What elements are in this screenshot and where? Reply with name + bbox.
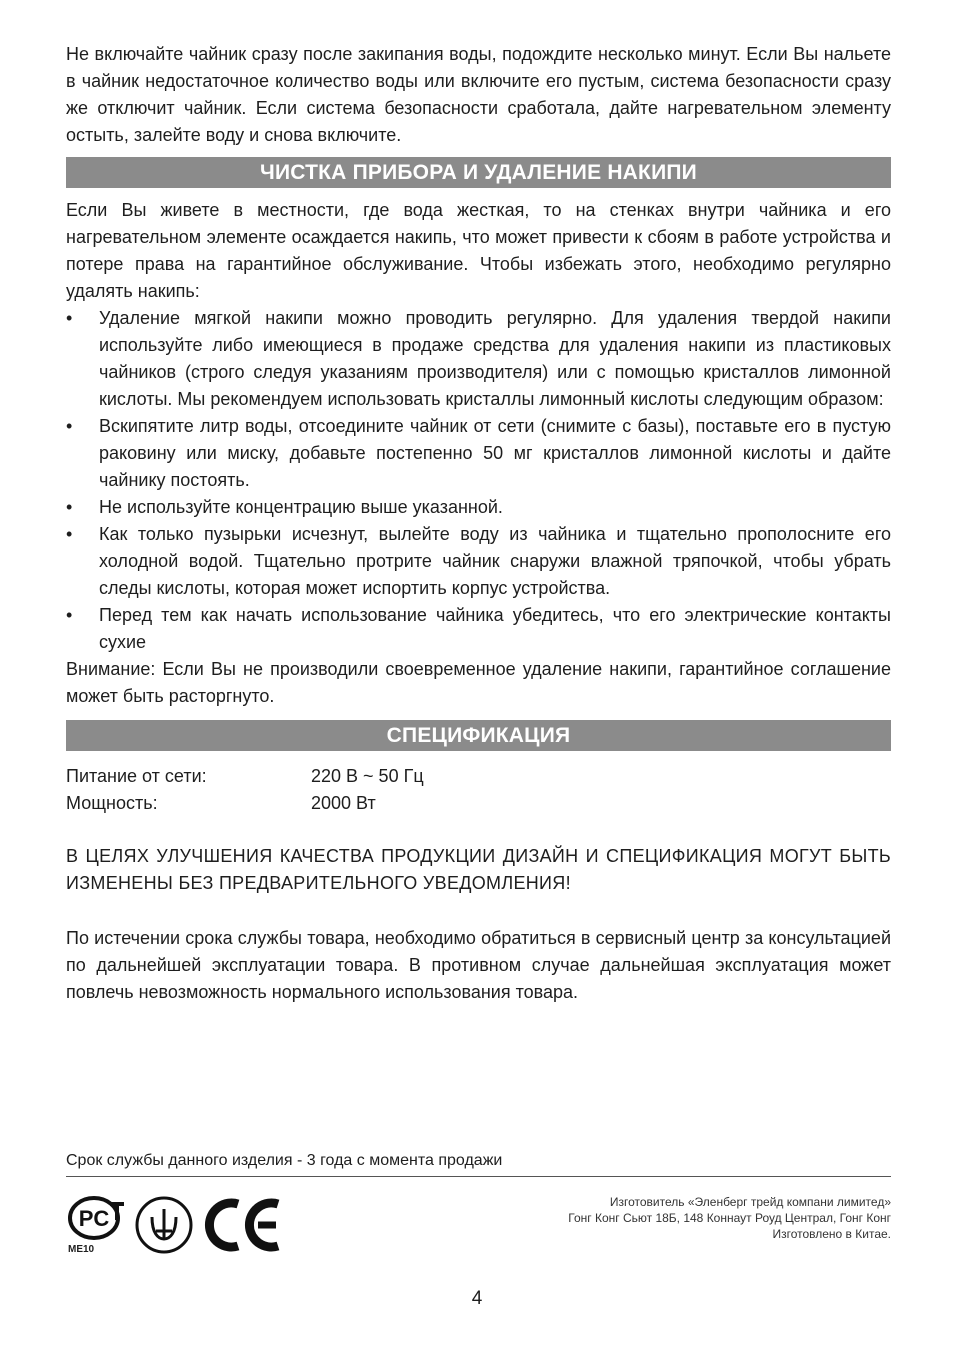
manufacturer-line: Гонг Конг Сьют 18Б, 148 Коннаут Роуд Централ, Гонг Конг — [568, 1211, 891, 1225]
bullet-icon: • — [66, 497, 73, 517]
page-content — [66, 41, 891, 1006]
spec-label: Питание от сети: — [66, 766, 207, 786]
list-item — [66, 494, 891, 521]
bullet-icon: • — [66, 308, 73, 328]
spec-row-power-supply — [66, 763, 891, 790]
manufacturer-line: Изготовлено в Китае. — [772, 1227, 891, 1241]
ce-mark-icon — [202, 1196, 284, 1259]
list-item-text: Перед тем как начать использование чайника убедитесь, что его электрические контакты сухие — [99, 605, 891, 652]
section-title-spec: СПЕЦИФИКАЦИЯ — [66, 720, 891, 751]
manufacturer-line: Изготовитель «Эленберг трейд компани лимитед» — [609, 1195, 891, 1209]
intro-paragraph: Не включайте чайник сразу после закипания воды, подождите несколько минут. Если Вы нальете в чайник недостаточное количество воды или включите его пустым, система безопасности сразу же отключит чайник. Если система безопасности сработала, дайте нагревательном элементу остыть, залейте воду и снова включите. — [66, 44, 891, 145]
footer — [66, 1150, 891, 1255]
warning-paragraph: Внимание: Если Вы не производили своевременное удаление накипи, гарантийное соглашение может быть расторгнуто. — [66, 659, 891, 706]
spec-row-power — [66, 790, 891, 817]
list-item-text: Не используйте концентрацию выше указанной. — [99, 497, 503, 517]
manufacturer-info — [568, 1194, 891, 1242]
spec-value: 2000 Вт — [311, 793, 376, 813]
spec-label: Мощность: — [66, 793, 158, 813]
certification-marks — [66, 1194, 284, 1260]
bullet-icon: • — [66, 524, 73, 544]
spec-table — [66, 763, 891, 817]
change-notice: В ЦЕЛЯХ УЛУЧШЕНИЯ КАЧЕСТВА ПРОДУКЦИИ ДИЗАЙН И СПЕЦИФИКАЦИЯ МОГУТ БЫТЬ ИЗМЕНЕНЫ БЕЗ ПРЕДВАРИТЕЛЬНОГО УВЕДОМЛЕНИЯ! — [66, 846, 891, 893]
service-life-note: Срок службы данного изделия - 3 года с момента продажи — [66, 1150, 891, 1177]
list-item-text: Вскипятите литр воды, отсоедините чайник от сети (снимите с базы), поставьте его в пустую раковину или миску, добавьте постепенно 50 мг кристаллов лимонной кислоты и дайте чайнику постоять. — [99, 416, 891, 490]
cert-code: МЕ10 — [68, 1244, 95, 1255]
ukraine-cert-icon — [134, 1195, 194, 1260]
section-title-cleaning: ЧИСТКА ПРИБОРА И УДАЛЕНИЕ НАКИПИ — [66, 157, 891, 188]
cleaning-bullet-list — [66, 305, 891, 656]
bullet-icon: • — [66, 416, 73, 436]
list-item-text: Удаление мягкой накипи можно проводить регулярно. Для удаления твердой накипи используйте либо имеющиеся в продаже средства для удаления накипи из пластиковых чайников (строго следуя указаниям производителя) или с помощью кристаллов лимонной кислоты. Мы рекомендуем использовать кристаллы лимонный кислоты следующим образом: — [99, 308, 891, 409]
rst-cert-icon — [66, 1194, 126, 1260]
spec-value: 220 В ~ 50 Гц — [311, 766, 424, 786]
page-number: 4 — [471, 1288, 483, 1309]
bullet-icon: • — [66, 605, 73, 625]
list-item — [66, 413, 891, 494]
list-item-text: Как только пузырьки исчезнут, вылейте воду из чайника и тщательно прополосните его холодной водой. Тщательно протрите чайник снаружи влажной тряпочкой, чтобы убрать следы кислоты, которая может испортить корпус устройства. — [99, 524, 891, 598]
service-paragraph: По истечении срока службы товара, необходимо обратиться в сервисный центр за консультацией по дальнейшей эксплуатации товара. В противном случае дальнейшая эксплуатация может повлечь невозможность нормального использования товара. — [66, 928, 891, 1002]
list-item — [66, 602, 891, 656]
list-item — [66, 305, 891, 413]
cleaning-intro: Если Вы живете в местности, где вода жесткая, то на стенках внутри чайника и его нагревательном элементе осаждается накипь, что может привести к сбоям в работе устройства и потере права на гарантийное обслуживание. Чтобы избежать этого, необходимо регулярно удалять накипь: — [66, 200, 891, 301]
svg-text:PC: PC — [78, 1206, 110, 1231]
list-item — [66, 521, 891, 602]
